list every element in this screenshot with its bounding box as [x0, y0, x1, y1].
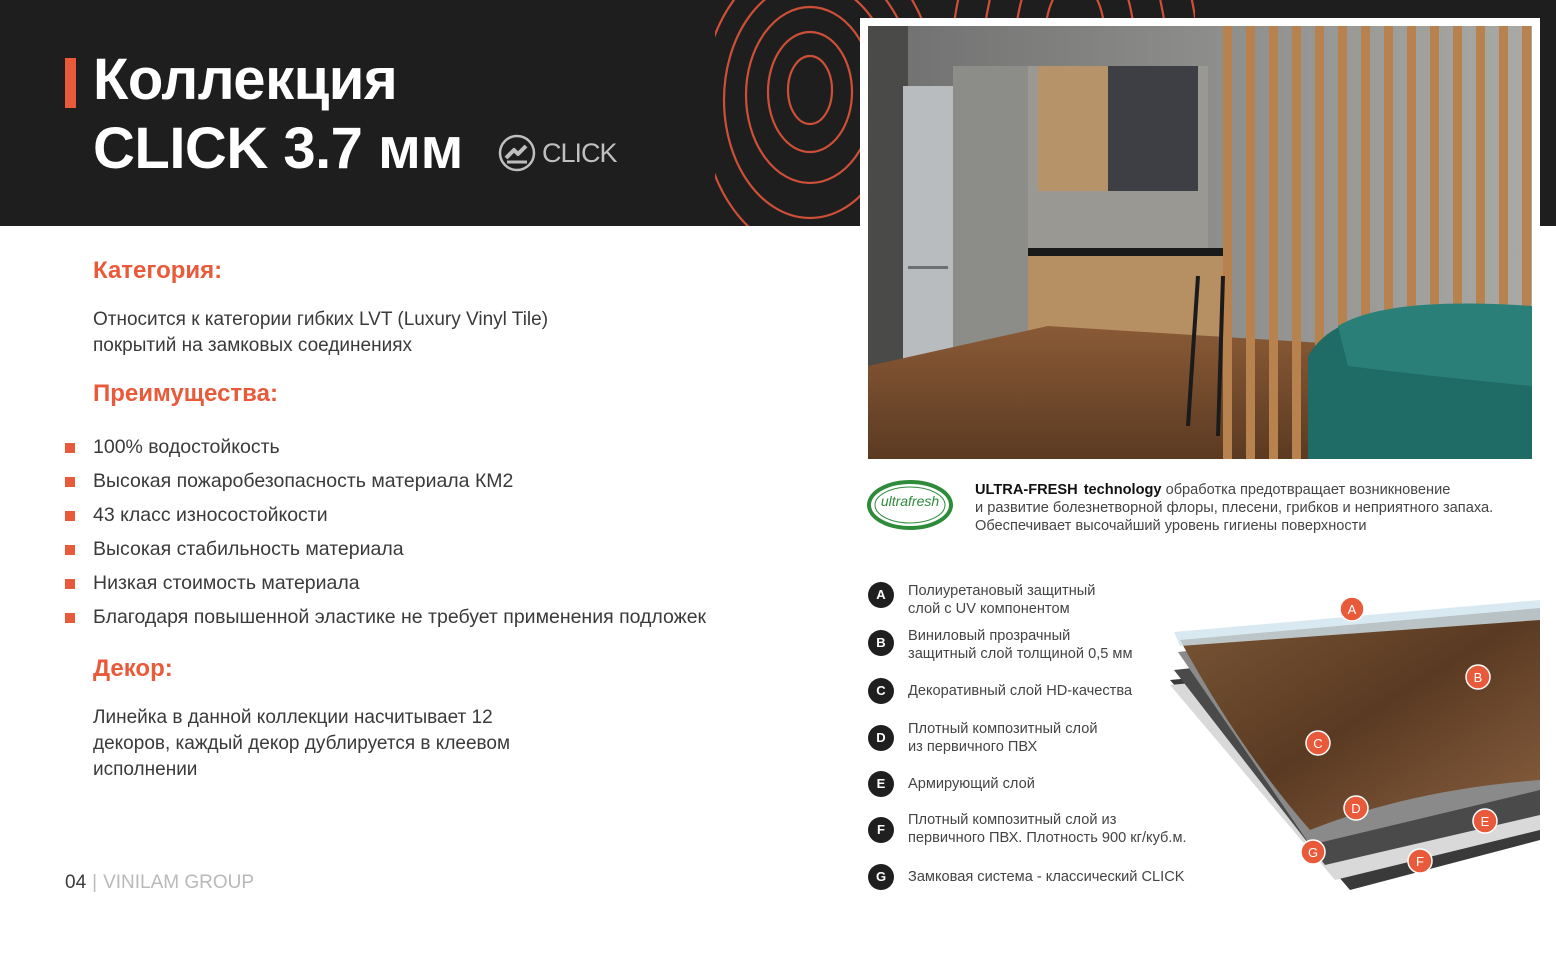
decor-text: [93, 705, 510, 783]
list-item: [65, 569, 706, 603]
bullet-square-icon: [65, 443, 75, 453]
diagram-label-g: G: [1307, 845, 1319, 860]
diagram-label-f: F: [1416, 854, 1424, 869]
footer-brand: VINILAM GROUP: [103, 872, 255, 893]
layer-description: Армирующий слой: [908, 776, 1035, 792]
list-item-text: Высокая стабильность материала: [93, 538, 404, 560]
diagram-label-d: D: [1351, 801, 1361, 816]
layer-letter-badge: E: [868, 771, 894, 797]
footer-separator: |: [92, 872, 98, 893]
diagram-label-b: B: [1473, 670, 1483, 685]
interior-photo: [868, 26, 1532, 459]
layer-letter-badge: G: [868, 864, 894, 890]
category-text-line1: Относится к категории гибких LVT (Luxury Vinyl Tile): [93, 309, 549, 330]
bullet-square-icon: [65, 545, 75, 555]
layer-letter-badge: B: [868, 630, 894, 656]
title-accent-bar: [65, 58, 76, 108]
category-text-line2: покрытий на замковых соединениях: [93, 335, 412, 356]
list-item-text: 43 класс износостойкости: [93, 504, 328, 526]
click-badge: [498, 134, 617, 172]
ultrafresh-line3: Обеспечивает высочайший уровень гигиены поверхности: [975, 518, 1367, 534]
layer-letter-badge: D: [868, 725, 894, 751]
list-item: [65, 433, 706, 467]
page-title-line2: CLICK 3.7 мм: [93, 116, 463, 181]
list-item-text: 100% водостойкость: [93, 436, 280, 458]
layer-description: Полиуретановый защитный слой с UV компонентом: [908, 583, 1096, 617]
diagram-label-a: A: [1347, 602, 1357, 617]
page-title-line1: Коллекция: [93, 47, 398, 112]
ultrafresh-line1: обработка предотвращает возникновение: [1161, 482, 1451, 498]
layer-description: Замковая система - классический CLICK: [908, 869, 1185, 885]
ultrafresh-brand: ULTRA-FRESH: [975, 482, 1078, 498]
layer-description: Декоративный слой HD-качества: [908, 683, 1133, 699]
list-item-text: Низкая стоимость материала: [93, 572, 360, 594]
ultrafresh-line2: и развитие болезнетворной флоры, плесени, грибков и неприятного запаха.: [975, 500, 1494, 516]
bullet-square-icon: [65, 477, 75, 487]
list-item: [65, 535, 706, 569]
advantages-list: [65, 433, 706, 637]
layer-letter-badge: F: [868, 817, 894, 843]
click-badge-label: CLICK: [542, 137, 617, 168]
page-number: 04: [65, 872, 87, 893]
list-item: [65, 501, 706, 535]
diagram-label-c: C: [1313, 736, 1323, 751]
list-item-text: Высокая пожаробезопасность материала КМ2: [93, 470, 514, 492]
layer-description: Виниловый прозрачный защитный слой толщиной 0,5 мм: [908, 628, 1133, 662]
ultrafresh-logo-text: ultrafresh: [880, 493, 940, 509]
list-item: [65, 603, 706, 637]
category-text: [93, 307, 548, 359]
layer-letter-badge: C: [868, 678, 894, 704]
advantages-heading: Преимущества:: [93, 380, 278, 407]
category-heading: Категория:: [93, 257, 223, 284]
decor-text-line1: Линейка в данной коллекции насчитывает 12: [93, 707, 493, 728]
bullet-square-icon: [65, 579, 75, 589]
bullet-square-icon: [65, 613, 75, 623]
layer-description: Плотный композитный слой из первичного ПВХ. Плотность 900 кг/куб.м.: [908, 812, 1187, 846]
diagram-label-e: E: [1480, 814, 1490, 829]
click-lock-icon: [498, 134, 536, 172]
kitchen-interior-illustration: [868, 26, 1532, 459]
decor-heading: Декор:: [93, 655, 173, 682]
page-footer: [65, 872, 254, 894]
list-item: [65, 467, 706, 501]
decor-text-line3: исполнении: [93, 759, 198, 780]
decor-text-line2: декоров, каждый декор дублируется в клеевом: [93, 733, 511, 754]
layer-letter-badge: A: [868, 582, 894, 608]
ultrafresh-technology: technology: [1083, 482, 1162, 498]
list-item-text: Благодаря повышенной эластике не требует применения подложек: [93, 606, 707, 628]
ultrafresh-description: [975, 481, 1545, 535]
flooring-layers-diagram: [1160, 590, 1550, 910]
ultrafresh-logo: [866, 479, 954, 536]
bullet-square-icon: [65, 511, 75, 521]
layer-description: Плотный композитный слой из первичного ПВХ: [908, 721, 1098, 755]
